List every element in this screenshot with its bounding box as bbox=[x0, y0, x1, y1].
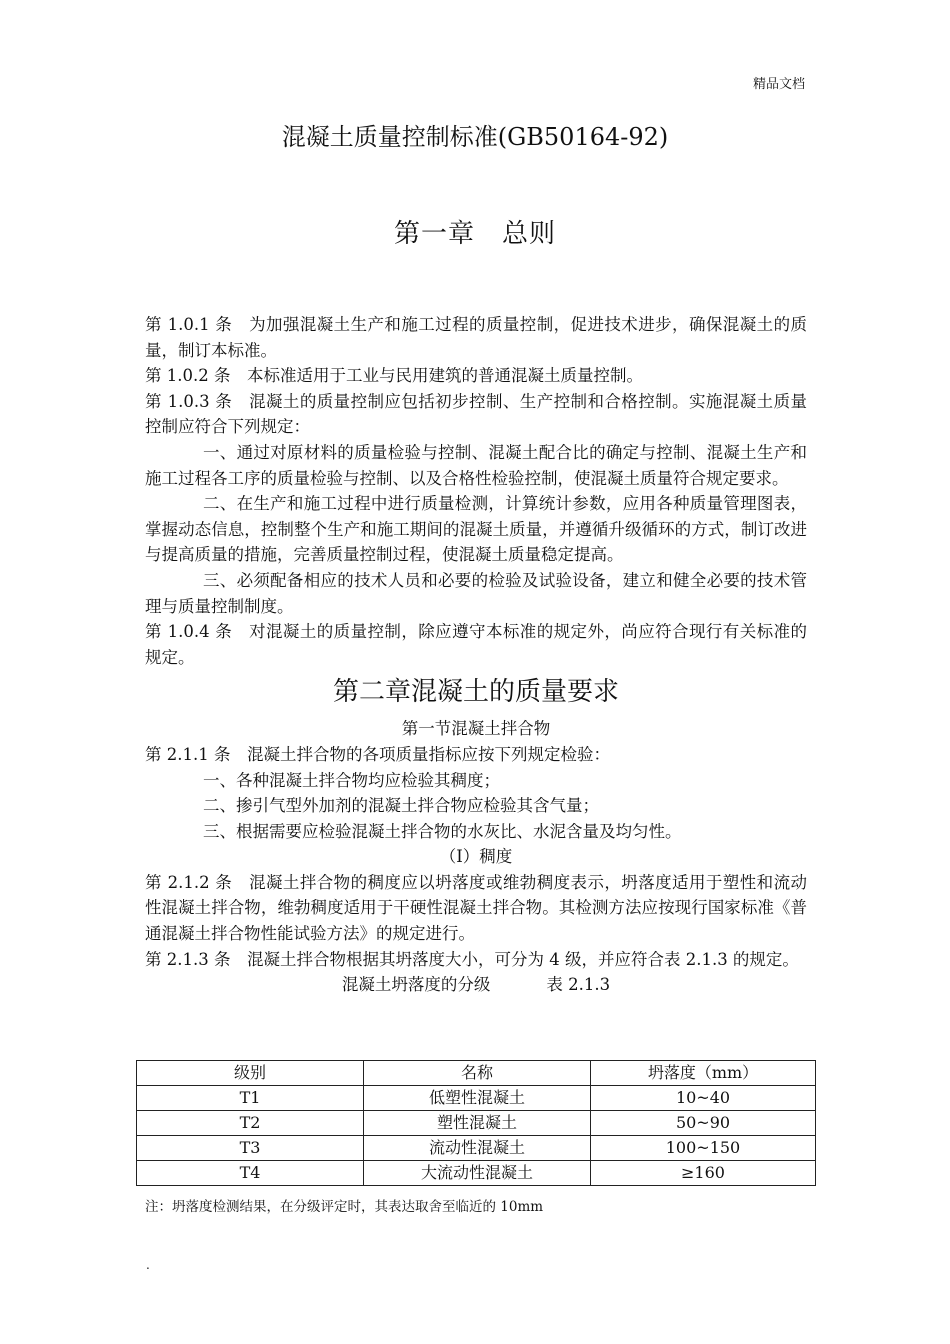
table-caption bbox=[145, 972, 807, 998]
chapter-2-heading: 第二章混凝土的质量要求 bbox=[332, 677, 619, 708]
cell-slump: 10~40 bbox=[591, 1086, 816, 1111]
cell-grade: T1 bbox=[137, 1086, 364, 1111]
header-name: 名称 bbox=[364, 1061, 591, 1086]
slump-grade-table bbox=[136, 1060, 816, 1186]
cell-slump: ≥160 bbox=[591, 1161, 816, 1186]
clause-1-0-4: 第 1.0.4 条 对混凝土的质量控制，除应遵守本标准的规定外，尚应符合现行有关标准的规定。 bbox=[145, 622, 807, 667]
chapter-1-heading: 第一章 总则 bbox=[393, 219, 556, 249]
table-row bbox=[137, 1111, 816, 1136]
cell-name: 流动性混凝土 bbox=[364, 1136, 591, 1161]
section-1-heading: 第一节混凝土拌合物 bbox=[401, 719, 551, 739]
clause-2-1-2: 第 2.1.2 条 混凝土拌合物的稠度应以坍落度或维勃稠度表示，坍落度适用于塑性和流动性混凝土拌合物，维勃稠度适用于干硬性混凝土拌合物。其检测方法应按现行国家标准《普通混凝土拌合物性能试验方法》的规定进行。 bbox=[145, 872, 807, 944]
footer-mark: . bbox=[146, 1258, 150, 1272]
table-caption-title: 混凝土坍落度的分级 bbox=[341, 975, 491, 995]
table-note: 注：坍落度检测结果，在分级评定时，其表达取舍至临近的 10mm bbox=[145, 1199, 544, 1215]
clause-1-0-3-item-2: 二、在生产和施工过程中进行质量检测，计算统计参数，应用各种质量管理图表，掌握动态信息，控制整个生产和施工期间的混凝土质量，并遵循升级循环的方式，制订改进与提高质量的措施，完善质量控制过程，使混凝土质量稳定提高。 bbox=[145, 494, 807, 565]
clause-2-1-1-item-2: 二、掺引气型外加剂的混凝土拌合物应检验其含气量； bbox=[203, 796, 599, 816]
clause-2-1-1-item-1: 一、各种混凝土拌合物均应检验其稠度； bbox=[203, 770, 500, 790]
header-grade: 级别 bbox=[137, 1061, 364, 1086]
clause-2-1-1: 第 2.1.1 条 混凝土拌合物的各项质量指标应按下列规定检验： bbox=[145, 744, 610, 764]
table-row bbox=[137, 1086, 816, 1111]
cell-name: 大流动性混凝土 bbox=[364, 1161, 591, 1186]
table-caption-number: 表 2.1.3 bbox=[546, 975, 611, 995]
clause-1-0-3-item-3: 三、必须配备相应的技术人员和必要的检验及试验设备，建立和健全必要的技术管理与质量控制制度。 bbox=[145, 570, 807, 616]
page-header-tag: 精品文档 bbox=[752, 77, 805, 92]
cell-slump: 100~150 bbox=[591, 1136, 816, 1161]
subsection-consistency: （Ⅰ）稠度 bbox=[439, 847, 513, 867]
cell-slump: 50~90 bbox=[591, 1111, 816, 1136]
cell-name: 低塑性混凝土 bbox=[364, 1086, 591, 1111]
clause-1-0-1: 第 1.0.1 条 为加强混凝土生产和施工过程的质量控制，促进技术进步，确保混凝土的质量，制订本标准。 bbox=[145, 315, 807, 360]
table-row bbox=[137, 1136, 816, 1161]
clause-2-1-3: 第 2.1.3 条 混凝土拌合物根据其坍落度大小，可分为 4 级，并应符合表 2.1.3 的规定。 bbox=[145, 949, 799, 969]
document-title: 混凝土质量控制标准(GB50164-92) bbox=[281, 123, 669, 151]
header-slump: 坍落度（mm） bbox=[591, 1061, 816, 1086]
cell-grade: T3 bbox=[137, 1136, 364, 1161]
clause-2-1-1-item-3: 三、根据需要应检验混凝土拌合物的水灰比、水泥含量及均匀性。 bbox=[203, 821, 682, 841]
cell-name: 塑性混凝土 bbox=[364, 1111, 591, 1136]
clause-1-0-3-item-1: 一、通过对原材料的质量检验与控制、混凝土配合比的确定与控制、混凝土生产和施工过程各工序的质量检验与控制、以及合格性检验控制，使混凝土质量符合规定要求。 bbox=[145, 442, 807, 488]
clause-1-0-2: 第 1.0.2 条 本标准适用于工业与民用建筑的普通混凝土质量控制。 bbox=[145, 366, 643, 386]
table-header-row bbox=[137, 1061, 816, 1086]
cell-grade: T2 bbox=[137, 1111, 364, 1136]
table-row bbox=[137, 1161, 816, 1186]
document-body bbox=[145, 312, 807, 998]
cell-grade: T4 bbox=[137, 1161, 364, 1186]
clause-1-0-3: 第 1.0.3 条 混凝土的质量控制应包括初步控制、生产控制和合格控制。实施混凝土质量控制应符合下列规定： bbox=[145, 391, 807, 437]
